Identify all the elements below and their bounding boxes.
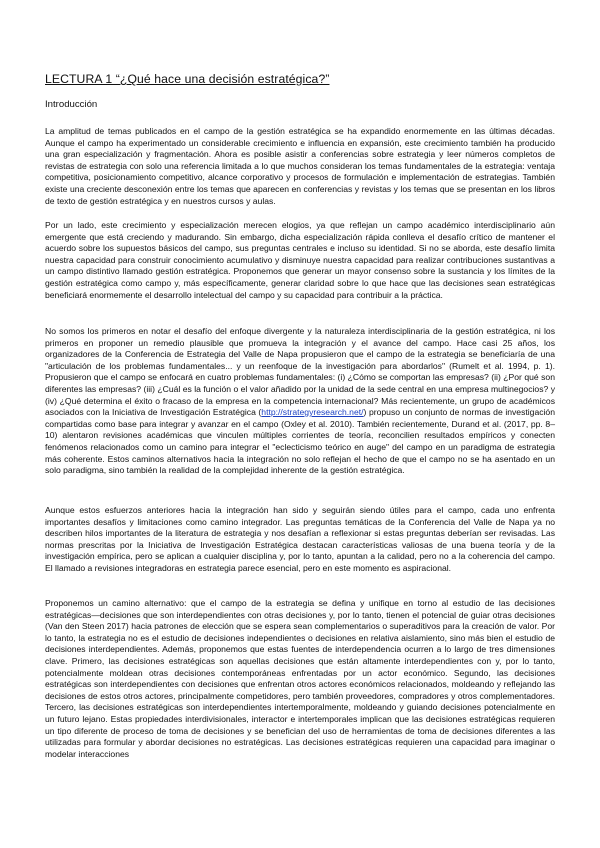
document-title: LECTURA 1 “¿Qué hace una decisión estratégica?”	[45, 72, 330, 86]
section-heading: Introducción	[45, 99, 98, 110]
paragraph-1: La amplitud de temas publicados en el campo de la gestión estratégica se ha expandido enormemente en las últimas décadas. Aunque el campo ha experimentado un considerable crecimiento e influencia en expansión, este crecimiento también ha producido una gran especialización y fragmentación. Ahora es posible asistir a conferencias sobre estrategia y leer números completos de revistas de estrategia con solo una referencia limitada a lo que muchos consideran los temas fundamentales de la estrategia: ventaja competitiva, posicionamiento competitivo, alcance corporativo y procesos de formulación e implementación de estrategias. También existe una creciente desconexión entre los temas que aparecen en conferencias y revistas y los temas que se presentan en los libros de texto de gestión estratégica y en nuestros cursos y aulas.	[45, 126, 555, 206]
paragraph-2: Por un lado, este crecimiento y especialización merecen elogios, ya que reflejan un campo académico interdisciplinario aún emergente que está creciendo y madurando. Sin embargo, dicha especialización rápida conlleva el desafío crítico de mantener el acuerdo sobre los supuestos básicos del campo, sus preguntas centrales e incluso su identidad. Si no se aborda, este desafío limita nuestra capacidad para construir conocimiento acumulativo y disminuye nuestra capacidad para realizar contribuciones sustantivas a un campo distintivo llamado gestión estratégica. Proponemos que generar un mayor consenso sobre la sustancia y los límites de la gestión estratégica como campo y, más específicamente, generar claridad sobre lo que hace que las decisiones sean estratégicas beneficiará enormemente el desarrollo intelectual del campo y su capacidad para contribuir a la práctica.	[45, 220, 555, 300]
paragraph-5: Proponemos un camino alternativo: que el campo de la estrategia se defina y unifique en torno al estudio de las decisiones estratégicas—decisiones que son interdependientes con otras decisiones y, por lo tanto, tienen el potencial de guiar otras decisiones (Van den Steen 2017) hacia patrones de elección que se espera sean complementarios o superaditivos para la creación de valor. Por lo tanto, la estrategia no es el estudio de decisiones independientes o decisiones en relativa aislamiento, sino más bien el estudio de decisiones interdependientes. Además, proponemos que estas fuentes de interdependencia ocurren a lo largo de tres dimensiones clave. Primero, las decisiones estratégicas son aquellas decisiones que están altamente interdependientes con y, por lo tanto, potencialmente moldean otras decisiones contemporáneas enfrentadas por un actor económico. Segundo, las decisiones estratégicas son interdependientes con decisiones que enfrentan otros actores económicos relacionados, moldeando y reflejando las decisiones de estos otros actores, principalmente competidores, pero también proveedores, compradores y otros complementadores. Tercero, las decisiones estratégicas son interdependientes intertemporalmente, moldeando y guiando decisiones potencialmente en un futuro lejano. Estas propiedades interdivisionales, interactor e intertemporales implican que las decisiones estratégicas requieren un tipo diferente de proceso de toma de decisiones y se benefician del uso de herramientas de toma de decisiones diferentes a las utilizadas para formular y abordar decisiones no estratégicas. Las decisiones estratégicas requieren una capacidad para imaginar o modelar interacciones	[45, 598, 555, 759]
paragraph-3	[45, 326, 555, 477]
paragraph-4: Aunque estos esfuerzos anteriores hacia la integración han sido y seguirán siendo útiles para el campo, cada uno enfrenta importantes desafíos y limitaciones como camino integrador. Las preguntas temáticas de la Conferencia del Valle de Napa ya no describen hilos importantes de la literatura de estrategia y nos desafían a reflexionar si estas preguntas deberían ser revisadas. Las normas prescritas por la Iniciativa de Investigación Estratégica destacan características valiosas de una buena teoría y de la investigación empírica, pero se aplican a cualquier disciplina y, por lo tanto, apuntan a la calidad, pero no a la coherencia del campo. El llamado a revisiones integradoras en estrategia parece esencial, pero en este momento es aspiracional.	[45, 505, 555, 573]
paragraph-3-part-b: ) propuso un conjunto de normas de investigación compartidas como base para integrar y avanzar en el campo (Oxley et al. 2010). También recientemente, Durand et al. (2017, pp. 8–10) alentaron revisiones académicas que vinculen múltiples corrientes de teoría, reconcilien resultados empíricos y conecten fenómenos relacionados como un camino para integrar el "eclecticismo teórico en auge" del campo en un paradigma de estrategia más coherente. Estos caminos alternativos hacia la integración no solo reflejan el hecho de que el campo no se ha asentado en un solo paradigma, sino también la realidad de la complejidad inherente de la gestión estratégica.	[45, 407, 555, 476]
strategy-research-link[interactable]: http://strategyresearch.net/	[261, 407, 364, 418]
paragraph-3-part-a: No somos los primeros en notar el desafío del enfoque divergente y la naturaleza interdisciplinaria de la gestión estratégica, ni los primeros en proponer un remedio plausible que promueva la integración y el avance del campo. Hace casi 25 años, los organizadores de la Conferencia de Estrategia del Valle de Napa propusieron que el campo de la estrategia se beneficiaría de una "articulación de los problemas fundamentales... y un reenfoque de la investigación para abordarlos" (Rumelt et al. 1994, p. 1). Propusieron que el campo se enfocará en cuatro problemas fundamentales: (i) ¿Cómo se comportan las empresas? (ii) ¿Por qué son diferentes las empresas? (iii) ¿Cuál es la función o el valor añadido por la unidad de la sede central en una empresa multinegocios? y (iv) ¿Qué determina el éxito o fracaso de la empresa en la competencia internacional? Más recientemente, un grupo de académicos asociados con la Iniciativa de Investigación Estratégica (	[45, 326, 555, 418]
